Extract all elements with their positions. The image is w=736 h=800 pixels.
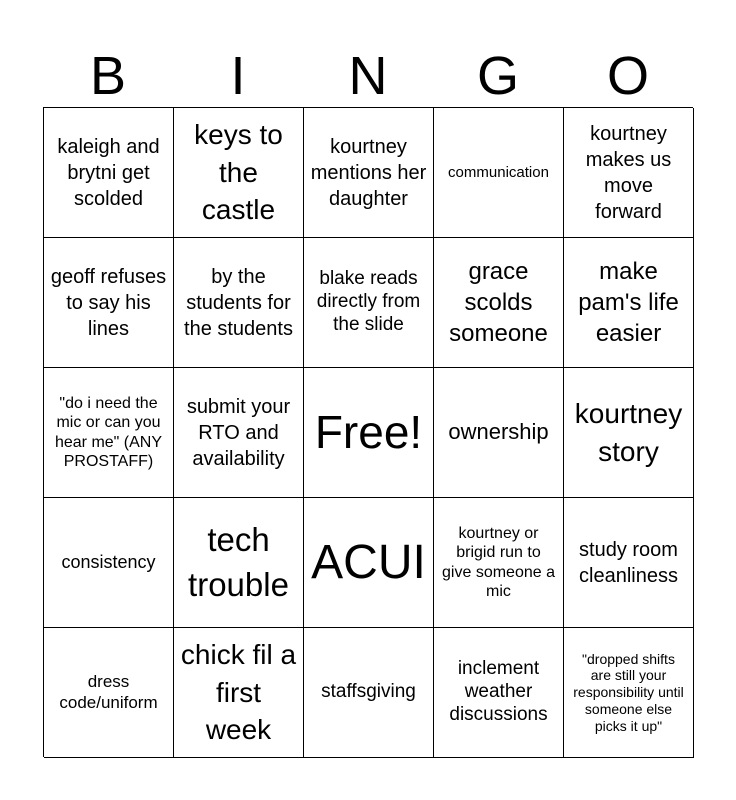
bingo-cell-r2c2[interactable]: by the students for the students: [174, 238, 304, 368]
bingo-cell-r4c2[interactable]: tech trouble: [174, 498, 304, 628]
bingo-cell-r3c4[interactable]: ownership: [434, 368, 564, 498]
bingo-cell-r5c3[interactable]: staffsgiving: [304, 628, 434, 758]
bingo-cell-r1c5[interactable]: kourtney makes us move forward: [564, 108, 694, 238]
bingo-cell-r3c2[interactable]: submit your RTO and availability: [174, 368, 304, 498]
header-letter-b: B: [89, 46, 127, 106]
bingo-cell-r5c5[interactable]: "dropped shifts are still your responsibility until someone else picks it up": [564, 628, 694, 758]
bingo-cell-r5c1[interactable]: dress code/uniform: [44, 628, 174, 758]
bingo-cell-r1c2[interactable]: keys to the castle: [174, 108, 304, 238]
bingo-cell-r2c4[interactable]: grace scolds someone: [434, 238, 564, 368]
bingo-cell-r4c3[interactable]: ACUI: [304, 498, 434, 628]
bingo-header: [43, 44, 693, 108]
bingo-cell-r4c5[interactable]: study room cleanliness: [564, 498, 694, 628]
free-space-cell[interactable]: Free!: [304, 368, 434, 498]
bingo-cell-r4c4[interactable]: kourtney or brigid run to give someone a mic: [434, 498, 564, 628]
bingo-cell-r1c3[interactable]: kourtney mentions her daughter: [304, 108, 434, 238]
bingo-cell-r4c1[interactable]: consistency: [44, 498, 174, 628]
bingo-cell-r1c1[interactable]: kaleigh and brytni get scolded: [44, 108, 174, 238]
bingo-cell-r3c5[interactable]: kourtney story: [564, 368, 694, 498]
bingo-cell-r2c5[interactable]: make pam's life easier: [564, 238, 694, 368]
header-letter-o: O: [606, 46, 649, 106]
bingo-cell-r5c2[interactable]: chick fil a first week: [174, 628, 304, 758]
bingo-cell-r5c4[interactable]: inclement weather discussions: [434, 628, 564, 758]
header-letter-g: G: [476, 46, 519, 106]
bingo-cell-r2c3[interactable]: blake reads directly from the slide: [304, 238, 434, 368]
bingo-board: [43, 107, 693, 757]
header-letter-n: N: [348, 46, 388, 106]
bingo-cell-r1c4[interactable]: communication: [434, 108, 564, 238]
bingo-cell-r3c1[interactable]: "do i need the mic or can you hear me" (ANY PROSTAFF): [44, 368, 174, 498]
bingo-cell-r2c1[interactable]: geoff refuses to say his lines: [44, 238, 174, 368]
header-letter-i: I: [230, 46, 246, 106]
